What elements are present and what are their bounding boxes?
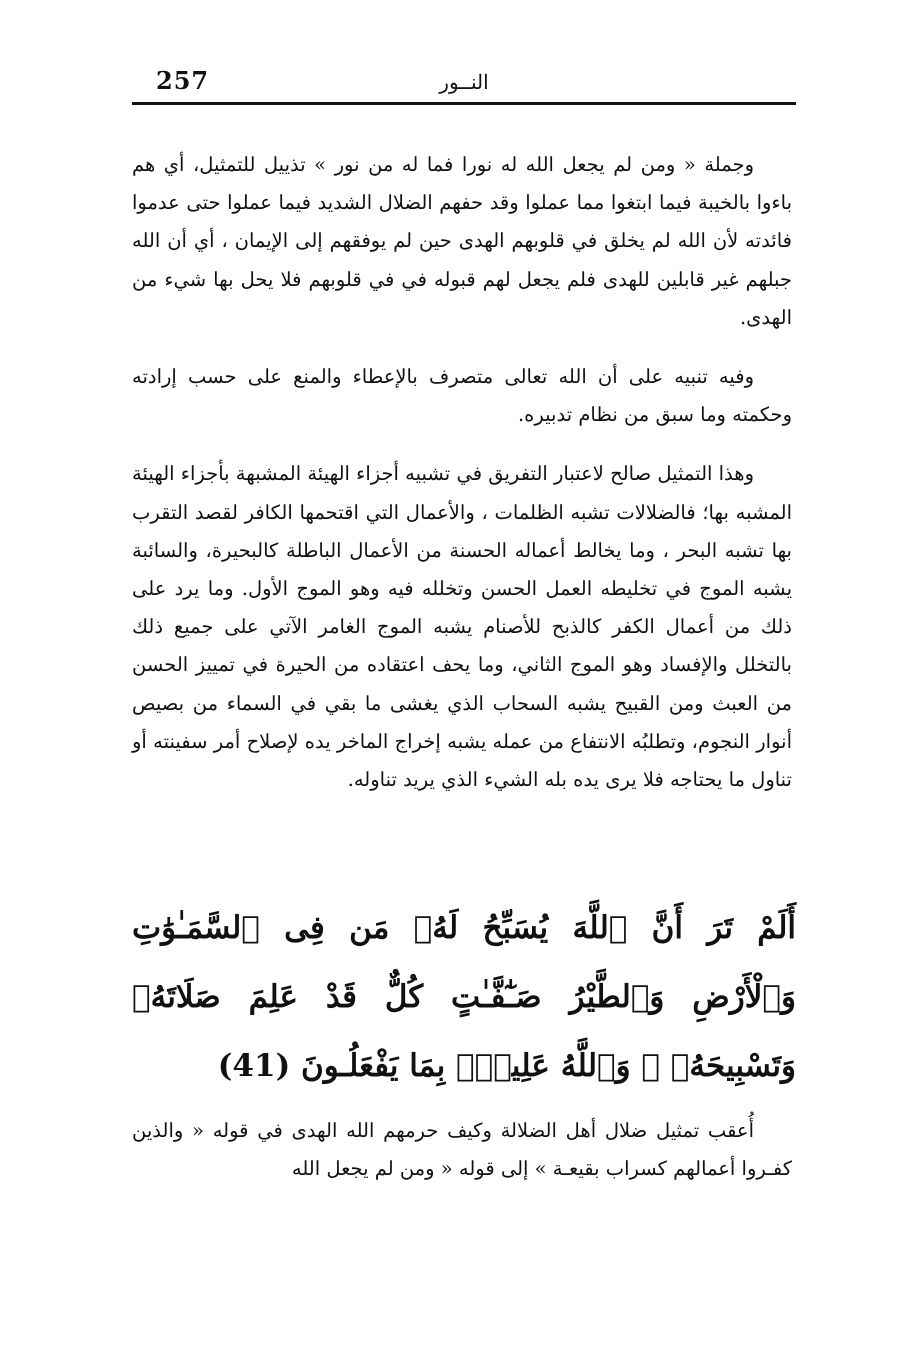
page-number: 257 <box>156 66 210 95</box>
running-title: النــور <box>439 70 489 94</box>
paragraph: وهذا التمثيل صالح لاعتبار التفريق في تشبيه أجزاء الهيئة المشبهة بأجزاء الهيئة المشبه بها؛ فالضلالات تشبه الظلمات ، والأعمال التي اقتحمها الكافر لقصد التقرب بها تشبه البحر ، وما يخالط أعماله الحسنة من الأعمال الباطلة كالبحيرة، والسائبة يشبه الموج في تخليطه العمل الحسن وتخلله فيه وهو الموج الأول. وما يرد على ذلك من أعمال الكفر كالذبح للأصنام يشبه الموج الغامر الآتي على جميع ذلك بالتخلل والإفساد وهو الموج الثاني، وما يحف اعتقاده من الحيرة في تمييز الحسن من العبث ومن القبيح يشبه السحاب الذي يغشى ما بقي في السماء من بصيص أنوار النجوم، وتطلبُه الانتفاع من عمله يشبه إخراج الماخر يده لإصلاح أمر سفينته أو تناول ما يحتاجه فلا يرى يده بله الشيء الذي يريد تناوله. <box>132 462 792 792</box>
quran-verse: أَلَمْ تَرَ أَنَّ ٱللَّهَ يُسَبِّحُ لَهُۥ مَن فِى ٱلسَّمَـٰوَٰتِ وَٱلْأَرْضِ وَٱلطَّيْرُ صَـٰٓفَّـٰتٍ كُلٌّ قَدْ عَلِمَ صَلَاتَهُۥ وَتَسْبِيحَهُۥ ۗ وَٱللَّهُ عَلِيمٌۢ بِمَا يَفْعَلُـونَ (41) <box>132 910 796 1084</box>
paragraph: أُعقب تمثيل ضلال أهل الضلالة وكيف حرمهم الله الهدى في قوله « والذين كفـروا أعمالهم كسراب بقيعـة » إلى قوله « ومن لم يجعل الله <box>132 1119 792 1180</box>
header-rule <box>132 102 796 105</box>
page-header <box>132 66 796 106</box>
paragraph: وجملة « ومن لم يجعل الله له نورا فما له من نور » تذييل للتمثيل، أي هم باءوا بالخيبة فيما ابتغوا مما عملوا وقد حفهم الضلال الشديد فيما عملوا حتى عدموا فائدته لأن الله لم يخلق في قلوبهم الهدى حين لم يوفقهم إلى الإيمان ، أي أن الله جبلهم غير قابلين للهدى فلم يجعل لهم قبوله في في قلوبهم فلا يحل بها شيء من الهدى. <box>132 153 792 329</box>
paragraph: وفيه تنبيه على أن الله تعالى متصرف بالإعطاء والمنع على حسب إرادته وحكمته وما سبق من نظام تدبيره. <box>132 365 792 427</box>
commentary-text <box>132 146 792 799</box>
